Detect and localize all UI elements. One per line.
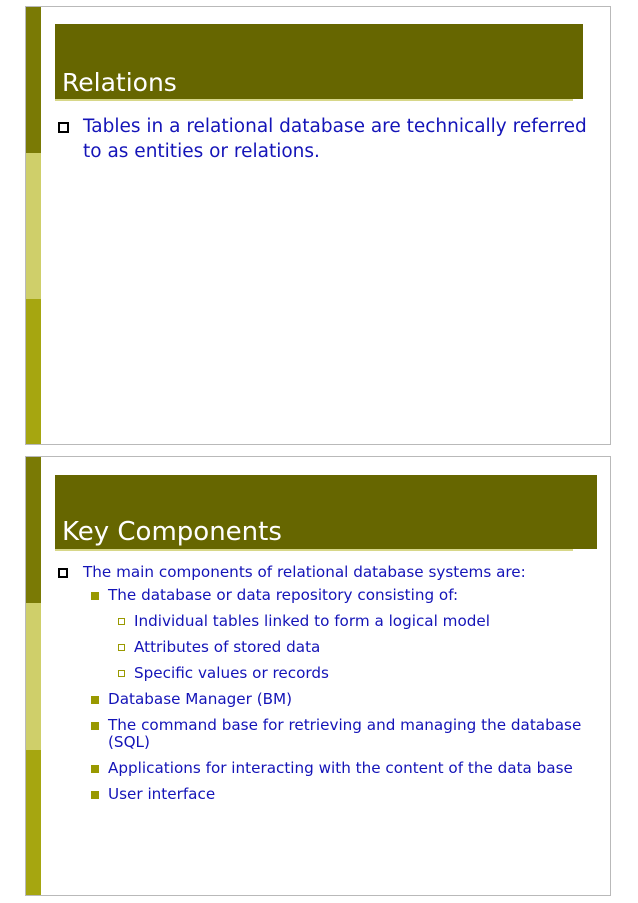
hollow-square-bullet-icon — [118, 644, 125, 651]
slide-key-components — [25, 456, 611, 896]
filled-square-bullet-icon — [91, 722, 99, 730]
filled-square-bullet-icon — [91, 696, 99, 704]
accent-bar-dark-segment — [26, 7, 41, 153]
filled-square-bullet-icon — [91, 765, 99, 773]
slide-content — [54, 563, 590, 803]
title-band — [55, 24, 583, 99]
sub-sub-bullet-item — [54, 665, 590, 682]
hollow-square-bullet-icon — [58, 568, 68, 578]
hollow-square-bullet-icon — [118, 670, 125, 677]
sub-bullet-item — [54, 717, 590, 751]
sub-sub-bullet-text: Specific values or records — [134, 664, 329, 682]
title-underline — [55, 549, 573, 551]
bullet-item — [54, 114, 590, 164]
sub-bullet-item — [54, 760, 590, 777]
accent-bar-mid-segment — [26, 750, 41, 896]
sub-sub-bullet-text: Individual tables linked to form a logical model — [134, 612, 490, 630]
bullet-text: Tables in a relational database are technically referred to as entities or relations. — [83, 116, 587, 162]
filled-square-bullet-icon — [91, 592, 99, 600]
accent-bar-light-segment — [26, 603, 41, 750]
title-underline — [55, 99, 573, 101]
accent-bar-dark-segment — [26, 457, 41, 603]
sub-bullet-text: User interface — [108, 785, 216, 803]
sub-bullet-item — [54, 691, 590, 708]
sub-sub-bullet-item — [54, 613, 590, 630]
accent-bar — [26, 7, 41, 444]
slide-content — [54, 114, 590, 164]
accent-bar-mid-segment — [26, 299, 41, 445]
bullet-item — [54, 563, 590, 582]
hollow-square-bullet-icon — [118, 618, 125, 625]
sub-sub-bullet-text: Attributes of stored data — [134, 638, 321, 656]
bullet-text: The main components of relational database systems are: — [83, 563, 526, 581]
accent-bar-light-segment — [26, 153, 41, 299]
filled-square-bullet-icon — [91, 791, 99, 799]
slide-title: Key Components — [62, 517, 282, 547]
sub-bullet-item — [54, 786, 590, 803]
slide-title: Relations — [62, 68, 177, 97]
title-band — [55, 475, 597, 549]
sub-sub-bullet-item — [54, 639, 590, 656]
sub-bullet-item — [54, 587, 590, 604]
sub-bullet-text: The database or data repository consisting of: — [108, 586, 459, 604]
hollow-square-bullet-icon — [58, 122, 69, 133]
sub-bullet-text: The command base for retrieving and managing the database (SQL) — [108, 716, 582, 751]
slide-relations — [25, 6, 611, 445]
sub-bullet-text: Database Manager (BM) — [108, 690, 293, 708]
sub-bullet-text: Applications for interacting with the content of the data base — [108, 759, 573, 777]
accent-bar — [26, 457, 41, 895]
